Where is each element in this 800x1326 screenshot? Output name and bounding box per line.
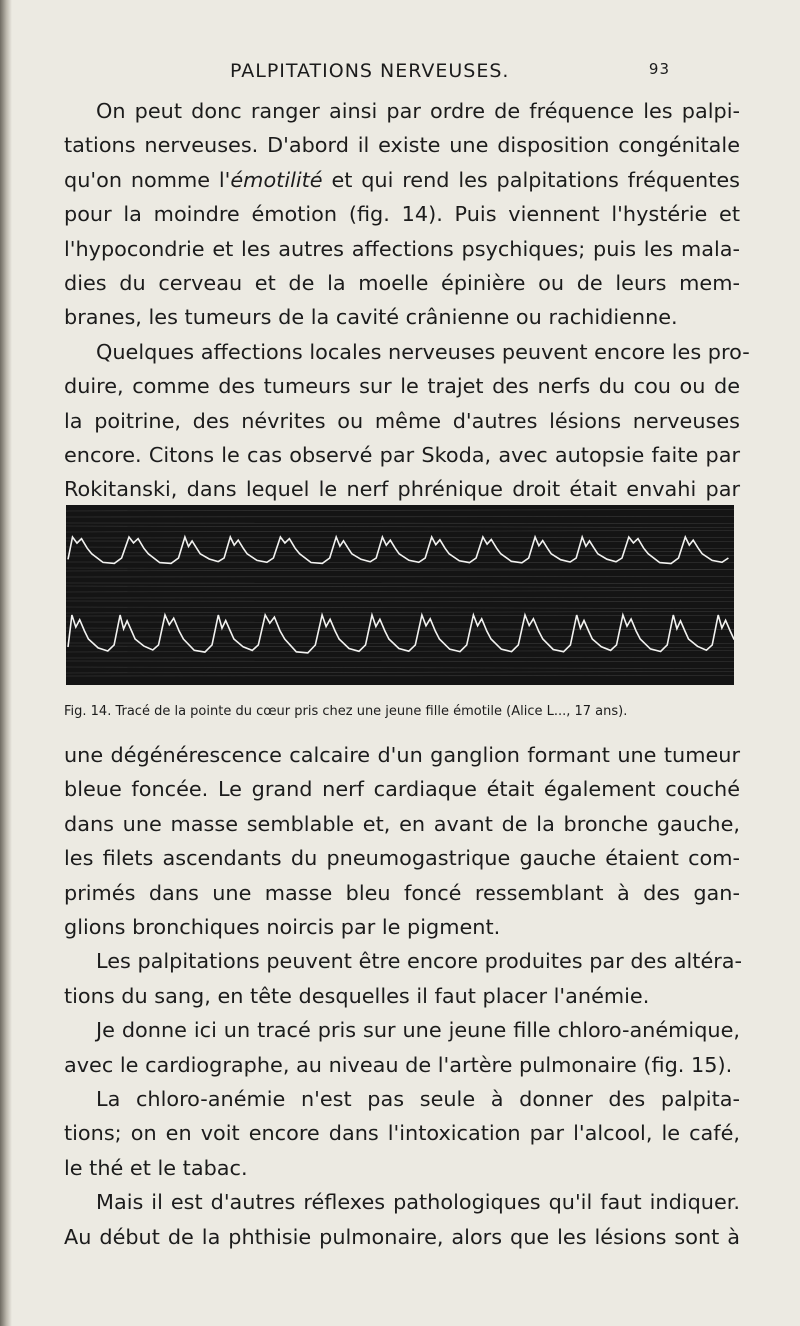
italic-term: émotilité	[230, 167, 323, 192]
text-line: On peut donc ranger ainsi par ordre de fréquence les palpi-	[96, 99, 740, 123]
paragraph	[64, 1082, 740, 1185]
paragraph	[64, 944, 743, 1013]
text-line: le thé et le tabac.	[64, 1155, 248, 1180]
running-title: PALPITATIONS NERVEUSES.	[230, 60, 510, 82]
paragraph	[64, 335, 750, 507]
text-line: dies du cerveau et de la moelle épinière ou de leurs mem-	[64, 271, 740, 296]
text-line: Rokitanski, dans lequel le nerf phrénique droit était envahi par	[64, 477, 740, 502]
text-run: et qui rend les palpitations fréquentes	[322, 167, 741, 192]
text-line: bleue foncée. Le grand nerf cardiaque était également couché	[64, 777, 740, 802]
text-line: Quelques affections locales nerveuses peuvent encore les pro-	[96, 339, 750, 364]
text-line: une dégénérescence calcaire d'un ganglion formant une tumeur	[64, 743, 740, 767]
paragraph	[64, 1013, 740, 1082]
text-block-bottom	[64, 738, 743, 1254]
text-line: tions; on en voit encore dans l'intoxication par l'alcool, le café,	[64, 1121, 740, 1146]
text-line: les filets ascendants du pneumogastrique gauche étaient com-	[64, 846, 740, 871]
figure-caption: Fig. 14. Tracé de la pointe du cœur pris chez une jeune fille émotile (Alice L..., 17 ans).	[64, 704, 628, 719]
text-line: tations nerveuses. D'abord il existe une disposition congénitale	[64, 133, 740, 158]
cardiograph-trace-figure	[66, 505, 734, 685]
text-line: encore. Citons le cas observé par Skoda, avec autopsie faite par	[64, 443, 740, 468]
text-block-top	[64, 94, 750, 507]
paragraph	[64, 94, 740, 335]
text-line: Je donne ici un tracé pris sur une jeune fille chloro-anémique,	[96, 1018, 740, 1043]
text-run: qu'on nomme l'	[64, 167, 231, 192]
text-line: glions bronchiques noircis par le pigment.	[64, 915, 501, 940]
text-line: La chloro-anémie n'est pas seule à donner des palpita-	[96, 1087, 740, 1112]
text-line: avec le cardiographe, au niveau de l'artère pulmonaire (fig. 15).	[64, 1052, 733, 1077]
text-line: pour la moindre émotion (fig. 14). Puis viennent l'hystérie et	[64, 202, 740, 227]
text-line: l'hypocondrie et les autres affections psychiques; puis les mala-	[64, 236, 740, 261]
text-line: duire, comme des tumeurs sur le trajet des nerfs du cou ou de	[64, 374, 740, 399]
text-line: dans une masse semblable et, en avant de la bronche gauche,	[64, 811, 740, 836]
text-line: Mais il est d'autres réflexes pathologiques qu'il faut indiquer.	[96, 1190, 740, 1215]
running-header	[230, 60, 670, 82]
page-number: 93	[648, 60, 670, 78]
text-line: Les palpitations peuvent être encore produites par des altéra-	[96, 949, 743, 974]
paragraph	[64, 738, 740, 944]
text-line: primés dans une masse bleu foncé ressemblant à des gan-	[64, 880, 740, 905]
text-line	[64, 163, 740, 197]
text-line: la poitrine, des névrites ou même d'autres lésions nerveuses	[64, 408, 740, 433]
text-line: tions du sang, en tête desquelles il faut placer l'anémie.	[64, 983, 650, 1008]
text-line: branes, les tumeurs de la cavité crânienne ou rachidienne.	[64, 305, 678, 330]
text-line: Au début de la phthisie pulmonaire, alors que les lésions sont à	[64, 1224, 740, 1249]
paragraph	[64, 1185, 740, 1254]
